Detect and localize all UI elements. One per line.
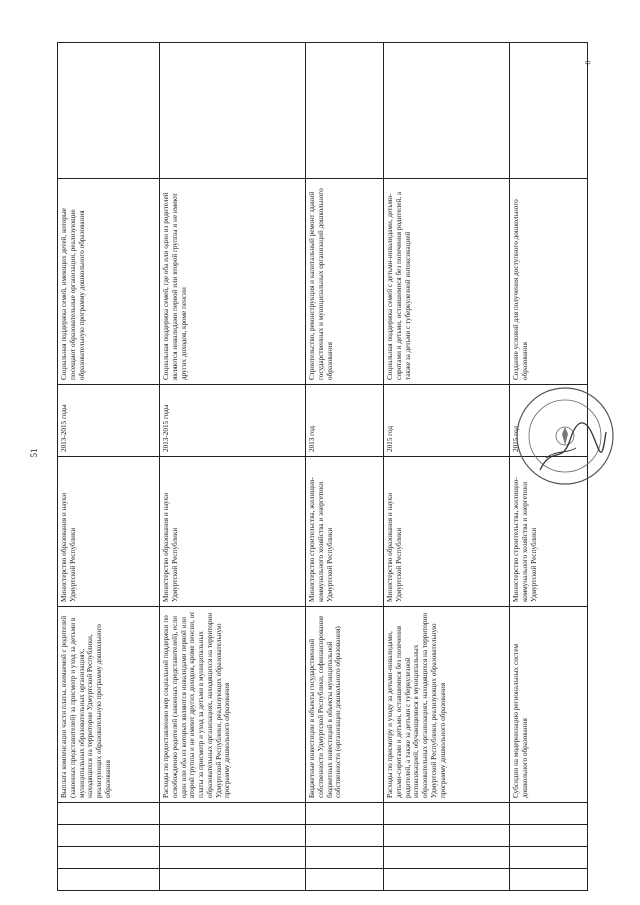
empty-cell <box>510 43 588 179</box>
purpose-cell: Социальная поддержка семей, где оба или один из родителей являются инвалидами первой или второй группы и не имеют других доходов, кроме пенсии <box>160 179 306 385</box>
signature-scribble <box>532 410 612 480</box>
code-cell <box>58 869 160 891</box>
code-cell <box>58 847 160 869</box>
code-cell <box>510 803 588 825</box>
empty-cell <box>160 43 306 179</box>
empty-cell <box>384 43 510 179</box>
purpose-cell: Социальная поддержка семей, имеющих детей, которые посещают образовательные организации, реализующие образовательную программу дошкольного образования <box>58 179 160 385</box>
code-cell <box>384 825 510 847</box>
program-table <box>57 42 588 891</box>
description-cell: Выплата компенсации части платы, взимаемой с родителей (законных представителей) за присмотр и уход за детьми в муниципальных образовательных организациях, находящихся на территории Удмуртской Республики, реализующих образовательную программу дошкольного образования <box>58 607 160 803</box>
ministry-cell: Министерство образования и науки Удмуртской Республики <box>384 457 510 607</box>
code-cell <box>306 803 384 825</box>
code-cell <box>160 803 306 825</box>
description-cell: Расходы по присмотру и уходу за детьми-инвалидами, детьми-сиротами и детьми, оставшимися без попечения родителей, а также за детьми с туберкулезной интоксикацией, обучающимися в муниципальных образовательных организациях, находящихся на территории Удмуртской Республики, реализующих образовательную программу дошкольного образования <box>384 607 510 803</box>
code-cell <box>384 803 510 825</box>
code-cell <box>384 869 510 891</box>
corner-mark: 8 <box>583 60 593 65</box>
purpose-cell: Строительство, реконструкция и капитальный ремонт зданий государственных и муниципальных организаций дошкольного образования <box>306 179 384 385</box>
rotated-table-page <box>57 43 587 891</box>
empty-cell <box>306 43 384 179</box>
ministry-cell: Министерство строительства, жилищно-коммунального хозяйства и энергетики Удмуртской Республики <box>510 457 588 607</box>
table-row <box>160 43 306 891</box>
code-cell <box>306 869 384 891</box>
ministry-cell: Министерство образования и науки Удмуртской Республики <box>58 457 160 607</box>
code-cell <box>160 847 306 869</box>
page-number: 51 <box>29 448 39 458</box>
code-cell <box>160 869 306 891</box>
code-cell <box>384 847 510 869</box>
purpose-cell: Социальная поддержка семей с детьми-инвалидами, детьми-сиротами и детьми, оставшимися без попечения родителей, а также за детьми с туберкулезной интоксикацией <box>384 179 510 385</box>
period-cell: 2013 год <box>306 385 384 457</box>
table-row <box>384 43 510 891</box>
empty-cell <box>58 43 160 179</box>
ministry-cell: Министерство строительства, жилищно-коммунального хозяйства и энергетики Удмуртской Республики <box>306 457 384 607</box>
description-cell: Расходы по предоставлению мер социальной поддержки по освобождению родителей (законных представителей), если один или оба из которых являются инвалидами первой или второй группы и не имеют других доходов, кроме пенсии, от платы за присмотр и уход за детьми в муниципальных образовательных организациях, находящихся на территории Удмуртской Республики, реализующих образовательную программу дошкольного образования <box>160 607 306 803</box>
code-cell <box>58 803 160 825</box>
period-cell: 2013-2015 годы <box>58 385 160 457</box>
purpose-cell: Создание условий для получения доступного дошкольного образования <box>510 179 588 385</box>
period-cell: 2015 год <box>384 385 510 457</box>
code-cell <box>510 847 588 869</box>
code-cell <box>160 825 306 847</box>
code-cell <box>510 869 588 891</box>
description-cell: Бюджетные инвестиции в объекты государственной собственности Удмуртской Республики, софинансирование бюджетных инвестиций в объекты муниципальной собственности (организации дошкольного образования) <box>306 607 384 803</box>
period-cell: 2013-2015 годы <box>160 385 306 457</box>
table-row <box>306 43 384 891</box>
period-cell: 2015 год <box>510 385 588 457</box>
code-cell <box>510 825 588 847</box>
ministry-cell: Министерство образования и науки Удмуртской Республики <box>160 457 306 607</box>
code-cell <box>306 825 384 847</box>
table-row <box>58 43 160 891</box>
code-cell <box>58 825 160 847</box>
code-cell <box>306 847 384 869</box>
description-cell: Субсидии на модернизацию региональных систем дошкольного образования <box>510 607 588 803</box>
